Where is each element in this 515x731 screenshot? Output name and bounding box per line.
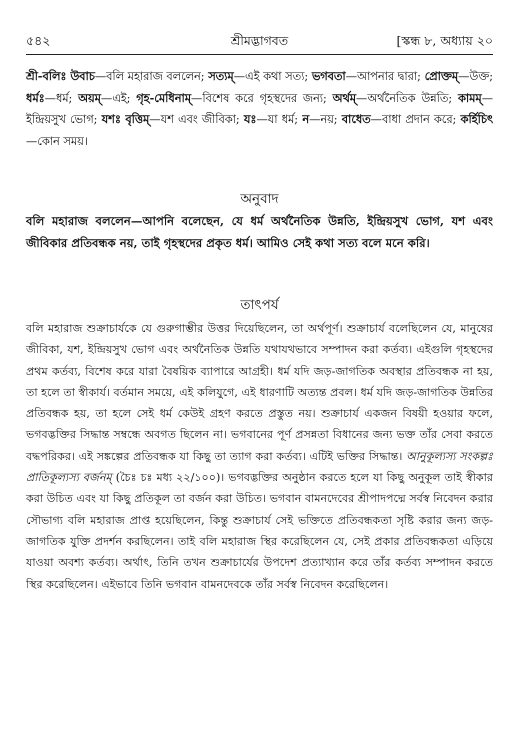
synonym-term: ভগবতা: [311, 69, 346, 83]
synonym-meaning: —ইন্দ্রিয়সুখ ভোগ;: [26, 91, 493, 126]
synonym-meaning: —যা ধর্ম;: [256, 113, 303, 126]
page-number: ৫৪২: [26, 33, 51, 48]
synonym-meaning: —নয়;: [309, 113, 342, 126]
synonym-term: অর্থম্: [332, 90, 357, 105]
synonym-meaning: —যশ এবং জীবিকা;: [149, 113, 244, 126]
synonym-meaning: —এই;: [100, 91, 137, 105]
synonym-term: শ্রী-বলিঃ উবাচ: [26, 69, 95, 83]
book-title: শ্রীমদ্ভাগবত: [230, 33, 289, 48]
synonym-term: সত্যম্: [208, 69, 234, 83]
page-header: [26, 33, 493, 53]
synonym-term: ন: [302, 112, 310, 126]
synonym-term: যশঃ বৃত্তিম্: [101, 112, 150, 126]
synonym-term: প্রোক্তম্: [424, 69, 459, 83]
purport-quote: আনুকূল্যস্য সংকল্পঃ প্রাতিকূল্যস্য বর্জনম্: [26, 449, 493, 485]
synonyms-paragraph: [26, 66, 493, 152]
synonym-term: কামম্: [457, 90, 482, 105]
purport-heading: তাৎপর্য: [240, 297, 279, 313]
synonym-term: অয়ম্: [78, 90, 101, 105]
synonym-meaning: —কোন সময়।: [26, 134, 88, 148]
synonym-meaning: —আপনার দ্বারা;: [345, 70, 425, 83]
section-label: [স্কন্ধ ৮, অধ্যায় ২০: [396, 33, 493, 48]
translation-heading: অনুবাদ: [240, 191, 279, 207]
translation-text: বলি মহারাজ বললেন—আপনি বলেছেন, যে ধর্ম অর্থনৈতিক উন্নতি, ইন্দ্রিয়সুখ ভোগ, যশ এবং জীবিকার প্রতিবন্ধক নয়, তাই গৃহস্থদের প্রকৃত ধর্ম। আমিও সেই কথা সত্য বলে মনে করি।: [26, 214, 493, 250]
synonym-term: বাধেত: [341, 112, 371, 126]
synonym-term: ধর্মঃ: [26, 90, 45, 105]
header-rule: [26, 54, 493, 55]
synonym-meaning: —ধর্ম;: [44, 91, 79, 105]
purport-text: [26, 318, 493, 595]
synonym-meaning: —উক্ত;: [458, 70, 494, 83]
synonym-term: কর্হিচিৎ: [460, 112, 493, 126]
synonym-term: যঃ: [243, 112, 257, 126]
synonym-meaning: —এই কথা সত্য;: [233, 70, 312, 83]
purport-text-part-1: বলি মহারাজ শুক্রাচার্যকে যে গুরুগাম্ভীর উত্তর দিয়েছিলেন, তা অর্থপূর্ণ। শুক্রাচার্য বলেছিলেন যে, মানুষের জীবিকা, যশ, ইন্দ্রিয়সুখ ভোগ এবং অর্থনৈতিক উন্নতি যথাযথভাবে সম্পাদন করা কর্তব্য। এইগুলি গৃহস্থদের প্রথম কর্তব্য, বিশেষ করে যারা বৈষয়িক ব্যাপারে আগ্রহী। ধর্ম যদি জড়-জাগতিক অবস্থার প্রতিবন্ধক না হয়, তা হলে তা স্বীকার্য। বর্তমান সময়ে, এই কলিযুগে, এই ধারণাটি অত্যন্ত প্রবল। ধর্ম যদি জড়-জাগতিক উন্নতির প্রতিবন্ধক হয়, তা হলে সেই ধর্ম কেউই গ্রহণ করতে প্রস্তুত নয়। শুক্রাচার্য একজন বিষয়ী হওয়ার ফলে, ভগবদ্ভক্তির সিদ্ধান্ত সম্বন্ধে অবগত ছিলেন না। ভগবানের পূর্ণ প্রসন্নতা বিধানের জন্য ভক্ত তাঁর সেবা করতে বদ্ধপরিকর। এই সঙ্কল্পের প্রতিবন্ধক যা কিছু তা ত্যাগ করা কর্তব্য। এটিই ভক্তির সিদ্ধান্ত।: [26, 322, 493, 463]
purport-text-part-2: (চৈঃ চঃ মধ্য ২২/১০০)। ভগবদ্ভক্তির অনুষ্ঠান করতে হলে যা কিছু অনুকূল তাই স্বীকার করা উচিত এবং যা কিছু প্রতিকূল তা বর্জন করা উচিত। ভগবান বামনদেবের শ্রীপাদপদ্মে সর্বস্ব নিবেদন করার সৌভাগ্য বলি মহারাজ প্রাপ্ত হয়েছিলেন, কিন্তু শুক্রাচার্য সেই ভক্তিতে প্রতিবন্ধকতা সৃষ্টি করার জন্য জড়-জাগতিক যুক্তি প্রদর্শন করছিলেন। তাই বলি মহারাজ স্থির করেছিলেন যে, সেই প্রকার প্রতিবন্ধকতা এড়িয়ে যাওয়া অবশ্য কর্তব্য। অর্থাৎ, তিনি তখন শুক্রাচার্যের উপদেশ প্রত্যাখ্যান করে তাঁর কর্তব্য সম্পাদন করতে স্থির করেছিলেন। এইভাবে তিনি ভগবান বামনদেবকে তাঁর সর্বস্ব নিবেদন করেছিলেন।: [26, 471, 493, 591]
synonym-term: গৃহ-মেধিনাম্: [136, 90, 192, 105]
synonym-meaning: —বিশেষ করে গৃহস্থদের জন্য;: [191, 91, 333, 105]
synonym-meaning: —বলি মহারাজ বললেন;: [94, 70, 209, 83]
synonym-meaning: —বাধা প্রদান করে;: [370, 113, 461, 126]
synonym-meaning: —অর্থনৈতিক উন্নতি;: [356, 91, 458, 105]
